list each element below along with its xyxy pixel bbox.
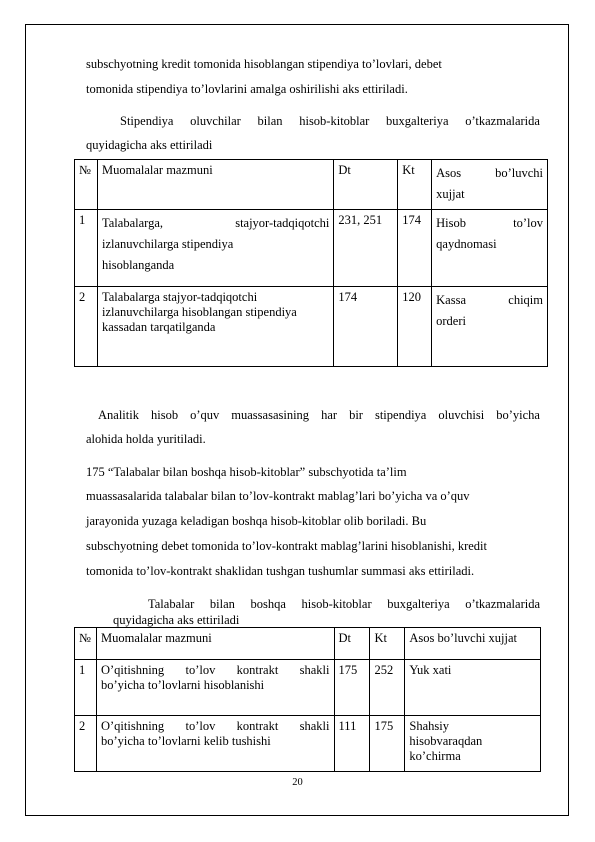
row-desc-word: stajyor-tadqiqotchi: [235, 216, 330, 230]
analytic-word: o’quv: [190, 408, 220, 422]
row-doc: Yuk xati: [405, 660, 541, 716]
row-doc-line: hisobvaraqdan: [409, 734, 483, 748]
intro-line-2: tomonida stipendiya to’lovlarini amalga oshirilishi aks ettiriladi.: [86, 82, 408, 96]
analytic-word: stipendiya: [374, 408, 427, 422]
caption-word: buxgalteriya: [387, 597, 450, 611]
row-desc-line: bo’yicha to’lovlarni hisoblanishi: [100, 678, 265, 692]
caption-word: o’tkazmalarida: [465, 597, 540, 611]
row-doc: [432, 287, 548, 367]
caption-word: Talabalar: [148, 597, 195, 611]
table2-caption-line-2: quyidagicha aks ettiriladi: [113, 613, 240, 627]
header-no: №: [75, 160, 98, 210]
row-dt: 111: [334, 716, 370, 772]
table-row: [75, 287, 548, 367]
caption-word: hisob-kitoblar: [299, 114, 370, 128]
row-kt: 175: [370, 716, 405, 772]
header-desc: Muomalalar mazmuni: [96, 628, 334, 660]
row-desc-line: izlanuvchilarga hisoblangan stipendiya: [101, 305, 297, 319]
row-desc-word: O’qitishning: [100, 663, 165, 677]
analytic-word: har: [321, 408, 338, 422]
caption-word: boshqa: [250, 597, 286, 611]
row-desc: [96, 716, 334, 772]
header-doc: [432, 160, 548, 210]
row-desc-word: Talabalarga,: [101, 216, 163, 230]
caption-word: oluvchilar: [190, 114, 241, 128]
row-no: 1: [75, 210, 98, 287]
caption-word: bilan: [257, 114, 283, 128]
table-header-row: [75, 628, 541, 660]
caption-word: bilan: [209, 597, 235, 611]
row-desc-line: Talabalarga stajyor-tadqiqotchi: [101, 290, 258, 304]
analytic-word: bo’yicha: [496, 408, 540, 422]
header-doc-word: bo’luvchi: [495, 166, 543, 180]
header-desc: Muomalalar mazmuni: [97, 160, 333, 210]
row-dt: 174: [334, 287, 398, 367]
header-kt: Kt: [370, 628, 405, 660]
table1-caption-line-2: quyidagicha aks ettiriladi: [86, 138, 213, 152]
section175-line-3: jarayonida yuzaga keladigan boshqa hisob-kitoblar olib boriladi. Bu: [86, 514, 427, 528]
analytic-word: oluvchisi: [438, 408, 485, 422]
row-desc-word: to’lov: [185, 663, 216, 677]
row-doc-word: Kassa: [436, 293, 466, 307]
row-doc-word: chiqim: [508, 293, 543, 307]
table1-caption: [120, 114, 540, 129]
row-desc-line: hisoblanganda: [101, 258, 175, 272]
row-desc-word: kontrakt: [236, 719, 279, 733]
row-doc: [432, 210, 548, 287]
row-doc: [405, 716, 541, 772]
row-desc: [96, 660, 334, 716]
row-desc-word: to’lov: [185, 719, 216, 733]
row-doc-word: Hisob: [436, 216, 467, 230]
row-desc: [97, 210, 333, 287]
caption-word: o’tkazmalarida: [465, 114, 540, 128]
row-dt: 175: [334, 660, 370, 716]
row-desc-word: kontrakt: [236, 663, 279, 677]
row-kt: 252: [370, 660, 405, 716]
page-number: 20: [292, 777, 303, 788]
analytic-word: bir: [349, 408, 363, 422]
table-student-entries: [74, 627, 541, 772]
row-desc-word: shakli: [299, 663, 330, 677]
row-desc: [97, 287, 333, 367]
row-desc-line: bo’yicha to’lovlarni kelib tushishi: [100, 734, 271, 748]
analytic-word: hisob: [150, 408, 179, 422]
table2-caption: [148, 597, 540, 612]
section175-line-1: 175 “Talabalar bilan boshqa hisob-kitoblar” subschyotida ta’lim: [86, 465, 407, 479]
section175-line-5: tomonida to’lov-kontrakt shaklidan tushgan tushumlar summasi aks ettiriladi.: [86, 564, 475, 578]
header-dt: Dt: [334, 160, 398, 210]
row-no: 2: [75, 287, 98, 367]
analytic-word: muassasasining: [231, 408, 310, 422]
analytic-line-2: alohida holda yuritiladi.: [86, 432, 206, 446]
header-doc-word: Asos: [436, 166, 462, 180]
row-desc-word: O’qitishning: [100, 719, 165, 733]
section175-line-4: subschyotning debet tomonida to’lov-kontrakt mablag’larini hisoblanishi, kredit: [86, 539, 487, 553]
analytic-line-1: [98, 408, 540, 423]
row-doc-word: to’lov: [513, 216, 543, 230]
row-no: 1: [75, 660, 97, 716]
caption-word: buxgalteriya: [386, 114, 449, 128]
header-dt: Dt: [334, 628, 370, 660]
section175-line-2: muassasalarida talabalar bilan to’lov-kontrakt mablag’lari bo’yicha va o’quv: [86, 489, 470, 503]
header-doc: Asos bo’luvchi xujjat: [405, 628, 541, 660]
row-desc-line: kassadan tarqatilganda: [101, 320, 216, 334]
header-kt: Kt: [398, 160, 432, 210]
table-header-row: [75, 160, 548, 210]
row-desc-word: shakli: [299, 719, 330, 733]
caption-word: Stipendiya: [120, 114, 174, 128]
row-dt: 231, 251: [334, 210, 398, 287]
caption-word: hisob-kitoblar: [301, 597, 372, 611]
table-row: [75, 210, 548, 287]
table-stipend-entries: [74, 159, 548, 367]
row-no: 2: [75, 716, 97, 772]
row-kt: 120: [398, 287, 432, 367]
row-desc-line: izlanuvchilarga stipendiya: [101, 237, 234, 251]
row-doc-line: Shahsiy: [409, 719, 449, 733]
row-doc-line: orderi: [436, 314, 466, 328]
table-row: [75, 716, 541, 772]
row-kt: 174: [398, 210, 432, 287]
analytic-word: Analitik: [98, 408, 139, 422]
table-row: [75, 660, 541, 716]
header-no: №: [75, 628, 97, 660]
row-doc-line: qaydnomasi: [436, 237, 497, 251]
intro-line-1: subschyotning kredit tomonida hisoblangan stipendiya to’lovlari, debet: [86, 57, 442, 71]
row-doc-line: ko’chirma: [409, 749, 461, 763]
header-doc-word: xujjat: [436, 187, 465, 201]
